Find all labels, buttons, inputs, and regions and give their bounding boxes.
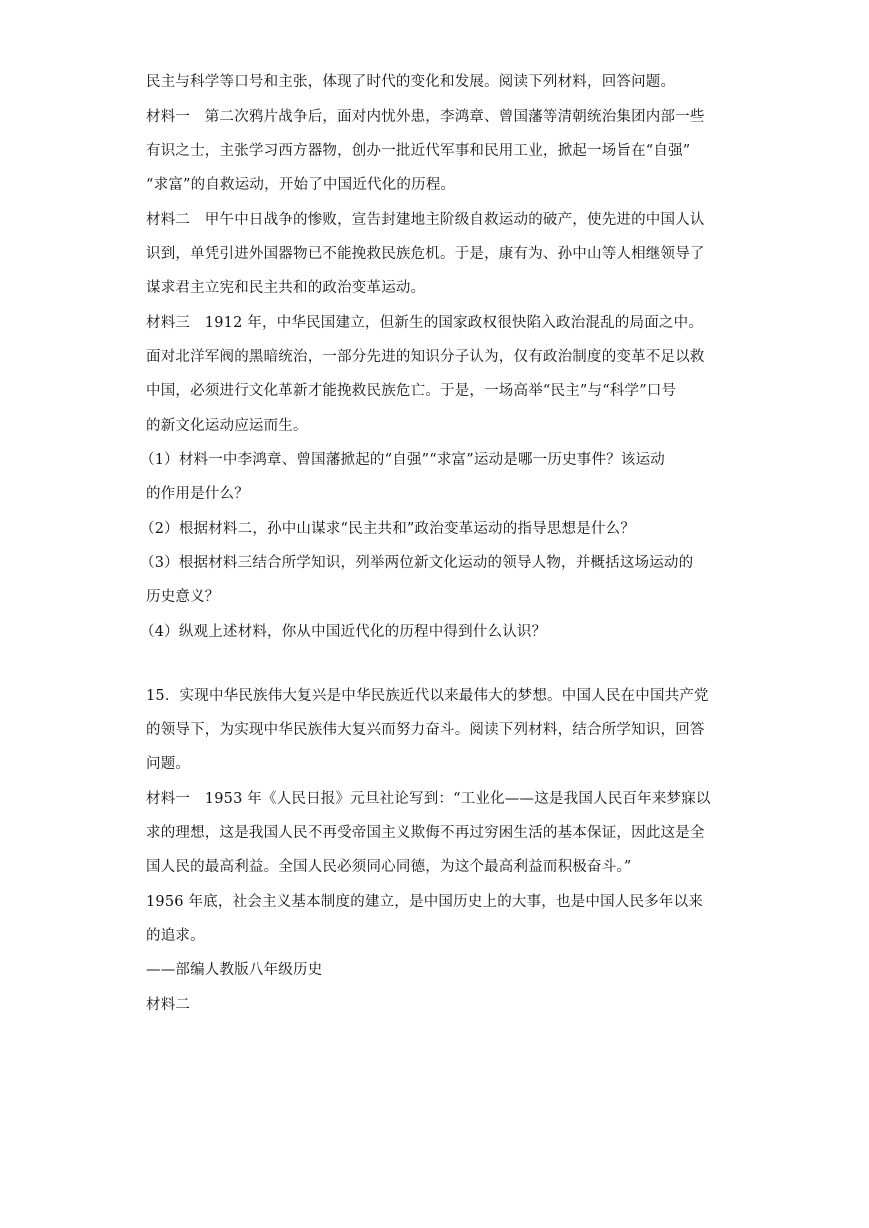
question-3: （3）根据材料三结合所学知识，列举两位新文化运动的领导人物，并概括这场运动的 [140, 555, 694, 571]
material-3-line: 材料三 1912 年，中华民国建立，但新生的国家政权很快陷入政治混乱的局面之中。 [146, 315, 704, 331]
text-line: “求富”的自救运动，开始了中国近代化的历程。 [146, 177, 456, 193]
text-line: 面对北洋军阀的黑暗统治，一部分先进的知识分子认为，仅有政治制度的变革不足以救 [146, 349, 705, 365]
question-4: （4）纵观上述材料，你从中国近代化的历程中得到什么认识？ [140, 624, 547, 640]
text-line: 识到，单凭引进外国器物已不能挽救民族危机。于是，康有为、孙中山等人相继领导了 [146, 246, 705, 262]
text-line: 1956 年底，社会主义基本制度的建立，是中国历史上的大事，也是中国人民多年以来 [146, 894, 704, 910]
text-line: 有识之士，主张学习西方器物，创办一批近代军事和民用工业，掀起一场旨在“自强” [146, 143, 691, 159]
text-line: 历史意义？ [146, 589, 220, 605]
material-2-line: 材料二 甲午中日战争的惨败，宣告封建地主阶级自救运动的破产，使先进的中国人认 [146, 212, 705, 228]
text-line: 问题。 [146, 756, 191, 772]
text-line: 求的理想，这是我国人民不再受帝国主义欺侮不再过穷困生活的基本保证，因此这是全 [146, 825, 705, 841]
text-line: 国人民的最高利益。全国人民必须同心同德，为这个最高利益而积极奋斗。” [146, 859, 632, 875]
material-1-line: 材料一 第二次鸦片战争后，面对内忧外患，李鸿章、曾国藩等清朝统治集团内部一些 [146, 109, 705, 125]
question-2: （2）根据材料二，孙中山谋求“民主共和”政治变革运动的指导思想是什么？ [140, 521, 636, 537]
text-line: 中国，必须进行文化革新才能挽救民族危亡。于是，一场高举“民主”与“科学”口号 [146, 383, 677, 399]
text-line: 的领导下，为实现中华民族伟大复兴而努力奋斗。阅读下列材料，结合所学知识，回答 [146, 722, 705, 738]
text-line: 的作用是什么？ [146, 486, 249, 502]
source-citation: ——部编人教版八年级历史 [146, 962, 323, 978]
material-1-line: 材料一 1953 年《人民日报》元旦社论写到：“工业化——这是我国人民百年来梦寐以 [146, 791, 711, 807]
question-1: （1）材料一中李鸿章、曾国藩掀起的“自强”“求富”运动是哪一历史事件？该运动 [140, 452, 665, 468]
text-line: 民主与科学等口号和主张，体现了时代的变化和发展。阅读下列材料，回答问题。 [146, 74, 676, 90]
text-line: 的追求。 [146, 928, 205, 944]
text-line: 的新文化运动应运而生。 [146, 418, 308, 434]
material-2-label: 材料二 [146, 997, 191, 1013]
text-line: 谋求君主立宪和民主共和的政治变革运动。 [146, 280, 426, 296]
question-15-heading: 15．实现中华民族伟大复兴是中华民族近代以来最伟大的梦想。中国人民在中国共产党 [146, 688, 709, 704]
